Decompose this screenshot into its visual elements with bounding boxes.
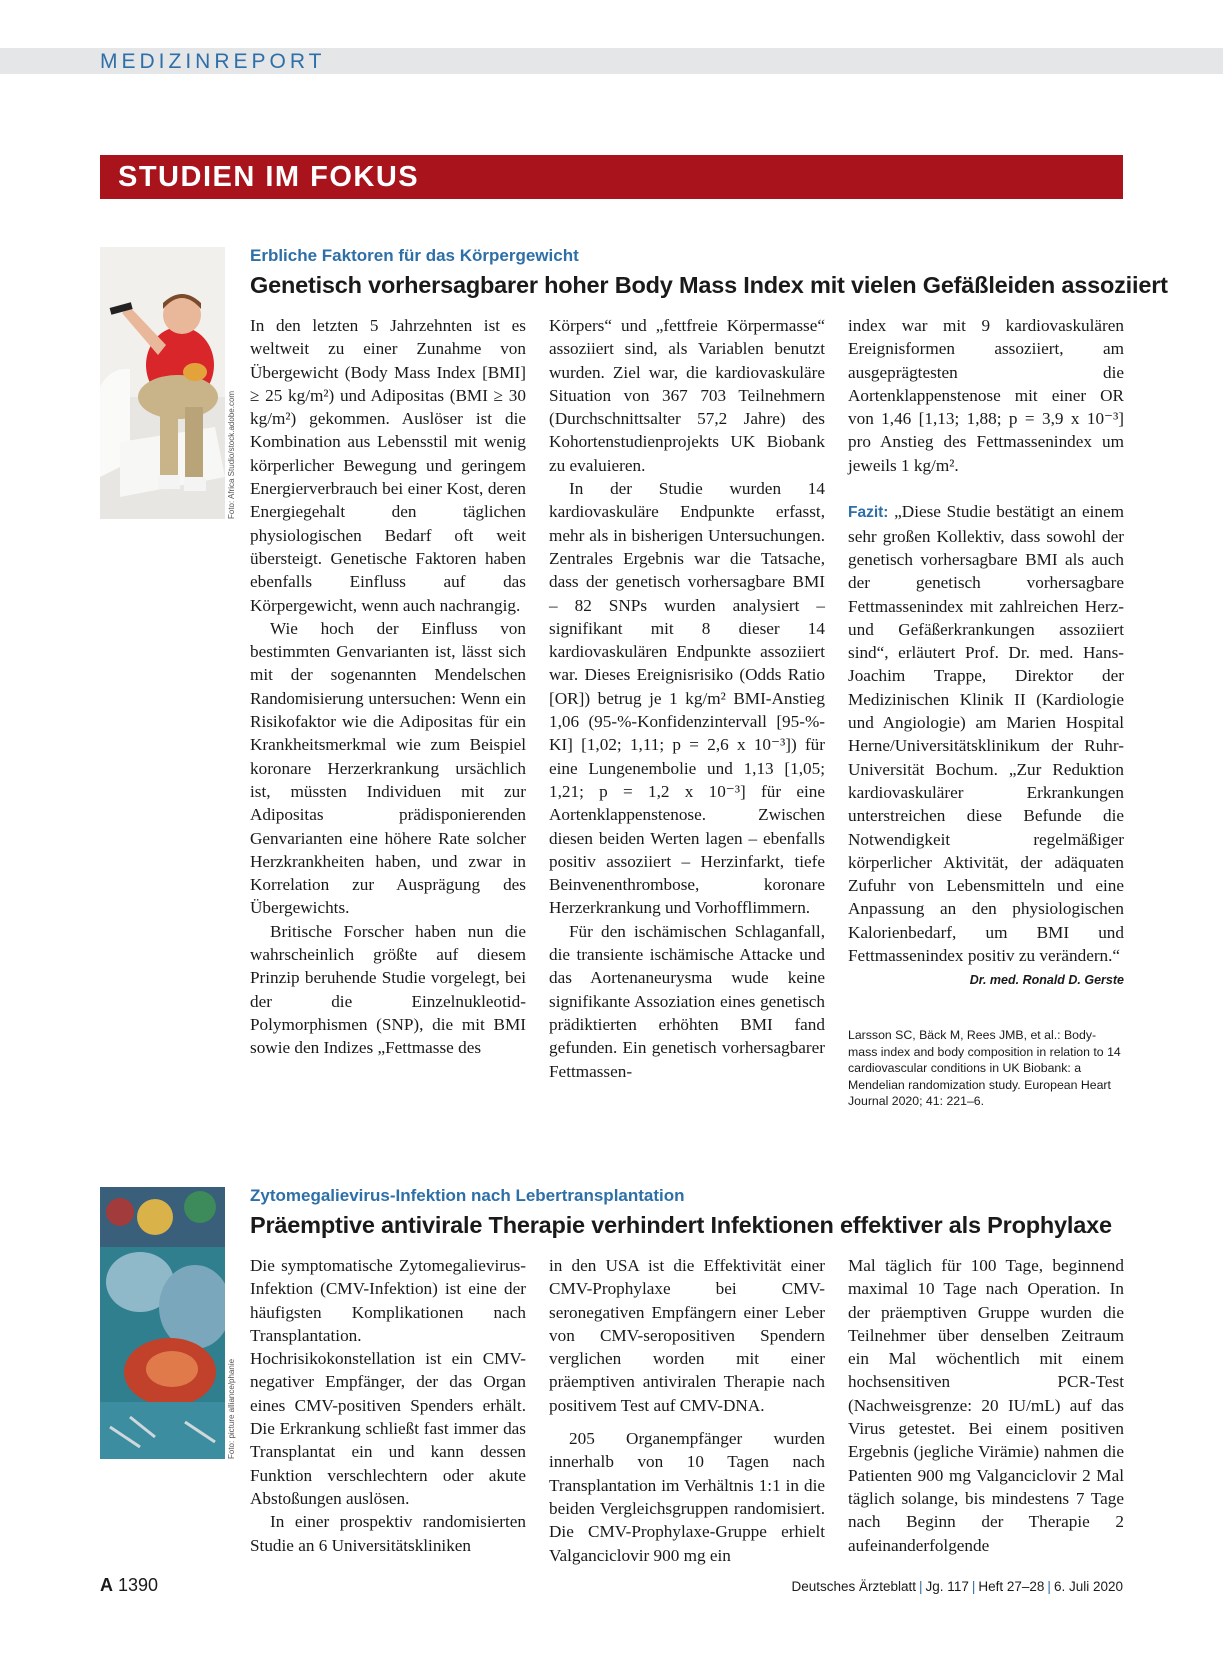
journal-volume: Jg. 117 — [925, 1579, 969, 1594]
journal-name: Deutsches Ärzteblatt — [791, 1579, 917, 1594]
page-number — [100, 1575, 158, 1596]
article2-kicker: Zytomegalievirus-Infektion nach Lebertransplantation — [250, 1186, 685, 1205]
paragraph: in den USA ist die Effektivität einer CMV-Prophylaxe bei CMV-seronegativen Empfängern einer Leber von CMV-seropositiven Spendern verglichen worden mit einer präemptiven antiviralen Therapie nach positivem Test auf CMV-DNA. — [549, 1256, 825, 1415]
article1-reference: Larsson SC, Bäck M, Rees JMB, et al.: Body-mass index and body composition in relation to 14 cardiovascular conditions in UK Biobank: a Mendelian randomization study. European Heart Journal 2020; 41: 221–6. — [848, 1028, 1121, 1108]
article2-column-2 — [549, 1254, 825, 1567]
paragraph: Wie hoch der Einfluss von bestimmten Genvarianten ist, lässt sich mit der sogenannten Mendelschen Randomisierung untersuchen: Wenn ein Risikofaktor wie die Adipositas für ein Krankheitsmerkmal wie zum Beispiel koronare Herzerkrankung ursächlich ist, müssten Individuen mit zur Adipositas prädisponierenden Genvarianten eine höhere Rate solcher Herzkrankheiten haben, und zwar in Korrelation zur Ausprägung des Übergewichts. — [250, 618, 526, 918]
article2-headline: Präemptive antivirale Therapie verhindert Infektionen effektiver als Prophylaxe — [250, 1212, 1112, 1238]
paragraph: Mal täglich für 100 Tage, beginnend maximal 10 Tage nach Operation. In der präemptiven Gruppe wurden die Teilnehmer über denselben Zeitraum ein Mal wöchentlich mit einem hochsensitiven PCR-Test (Nachweisgrenze: 20 IU/mL) auf das Virus getestet. Bei einem positiven Ergebnis (jegliche Virämie) nahmen die Patienten 900 mg Valganciclovir 2 Mal täglich solange, bis mindestens 7 Tage nach Beginn der Therapie 2 aufeinanderfolgende — [848, 1256, 1124, 1555]
fazit-paragraph — [848, 500, 1124, 988]
article1-kicker: Erbliche Faktoren für das Körpergewicht — [250, 246, 579, 265]
paragraph: Körpers“ und „fettfreie Körpermasse“ assoziiert sind, als Variablen benutzt wurden. Ziel war, die kardiovaskuläre Situation von 367 703 Teilnehmern (Durchschnittsalter 57,2 Jahre) des Kohortenstudienprojekts UK Biobank zu evaluieren. — [549, 316, 825, 475]
journal-date: 6. Juli 2020 — [1053, 1579, 1123, 1594]
paragraph: index war mit 9 kardiovaskulären Ereignisformen assoziiert, am ausgeprägtesten die Aortenklappenstenose mit einer OR von 1,46 [1,13; 1,88; p = 3,9 x 10⁻³] pro Anstieg des Fettmassenindex um jeweils 1 kg/m². — [848, 316, 1124, 475]
article1-headline: Genetisch vorhersagbarer hoher Body Mass Index mit vielen Gefäßleiden assoziiert — [250, 272, 1168, 298]
section-label: MEDIZINREPORT — [100, 50, 326, 73]
paragraph: In den letzten 5 Jahrzehnten ist es weltweit zu einer Zunahme von Übergewicht (Body Mass Index [BMI] ≥ 25 kg/m²) und Adipositas (BMI ≥ 30 kg/m²) gekommen. Auslöser ist die Kombination aus Lebensstil mit wenig körperlicher Bewegung und geringem Energierverbrauch bei einer Kost, deren Energiegehalt den täglichen physiologischen Bedarf oft weit übersteigt. Genetische Faktoren haben ebenfalls Einfluss auf das Körpergewicht, wenn auch nachrangig. — [250, 316, 526, 615]
paragraph: Britische Forscher haben nun die wahrscheinlich größte auf diesem Prinzip beruhende Studie vorgelegt, bei der die Einzelnukleotid-Polymorphismen (SNP), die mit BMI sowie den Indizes „Fettmasse des — [250, 921, 526, 1058]
page-prefix: A — [100, 1575, 113, 1595]
paragraph: In einer prospektiv randomisierten Studie an 6 Universitätskliniken — [250, 1512, 526, 1555]
page-number-value: 1390 — [118, 1575, 159, 1595]
article1-photo-credit: Foto: Africa Studio/stock.adobe.com — [227, 390, 236, 519]
article2-photo — [100, 1187, 225, 1459]
article1-column-2 — [549, 314, 825, 1083]
article1-photo — [100, 247, 225, 519]
journal-issue: Heft 27–28 — [978, 1579, 1045, 1594]
fazit-text: „Diese Studie bestätigt an einem sehr großen Kollektiv, dass sowohl der genetisch vorhersagbare BMI als auch der genetisch vorhersagbare Fettmassenindex mit zahlreichen Herz- und Gefäßerkrankungen assoziiert sind“, erläutert Prof. Dr. med. Hans-Joachim Trappe, Direktor der Medizinischen Klinik II (Kardiologie und Angiologie) am Marien Hospital Herne/Universitätsklinikum der Ruhr-Universität Bochum. „Zur Reduktion kardiovaskulärer Erkrankungen unterstreichen diese Befunde die Notwendigkeit regelmäßiger körperlicher Aktivität, der adäquaten Zufuhr von Lebensmitteln und eine Anpassung an den physiologischen Kalorienbedarf, um BMI und Fettmassenindex positiv zu verändern.“ — [848, 502, 1124, 966]
paragraph: Für den ischämischen Schlaganfall, die transiente ischämische Attacke und das Aortenaneurysma wude keine signifikante Assoziation eines genetisch prädiktierten erhöhten BMI fand gefunden. Ein genetisch vorhersagbarer Fettmassen- — [549, 921, 825, 1081]
paragraph: 205 Organempfänger wurden innerhalb von 10 Tagen nach Transplantation im Verhältnis 1:1 in die beiden Vergleichsgruppen randomisiert. Die CMV-Prophylaxe-Gruppe erhielt Valganciclovir 900 mg ein — [549, 1429, 825, 1565]
journal-footer: Deutsches Ärzteblatt | Jg. 117 | Heft 27–28 | 6. Juli 2020 — [791, 1579, 1123, 1594]
article1-column-1 — [250, 314, 526, 1060]
author-name: Dr. med. Ronald D. Gerste — [969, 973, 1124, 988]
article2-column-3 — [848, 1254, 1124, 1557]
paragraph: In der Studie wurden 14 kardiovaskuläre Endpunkte erfasst, mehr als in bisherigen Untersuchungen. Zentrales Ergebnis war die Tatsache, dass der genetisch vorhersagbare BMI – 82 SNPs wurden analysiert – signifikant mit 8 dieser 14 kardiovaskulären Endpunkte assoziiert war. Dieses Ereignisrisiko (Odds Ratio [OR]) betrug je 1 kg/m² BMI-Anstieg 1,06 (95-%-Konfidenzintervall [95-%-KI] [1,02; 1,11; p = 2,6 x 10⁻³]) für eine Lungenembolie und 1,13 [1,05; 1,21; p = 1,2 x 10⁻³] für eine Aortenklappenstenose. Zwischen diesen beiden Werten lagen – ebenfalls positiv assoziiert – Herzinfarkt, tiefe Beinvenenthrombose, koronare Herzerkrankung und Vorhofflimmern. — [549, 479, 825, 918]
article2-column-1 — [250, 1254, 526, 1557]
fazit-label: Fazit: — [848, 504, 889, 522]
paragraph: Die symptomatische Zytomegalievirus-Infektion (CMV-Infektion) ist eine der häufigsten Komplikationen nach Transplantation. Hochrisikokonstellation ist ein CMV-negativer Empfänger, der das Organ eines CMV-positiven Spenders erhält. Die Erkrankung schließt fast immer das Transplantat ein und kann dessen Funktion verschlechtern oder akute Abstoßungen auslösen. — [250, 1256, 526, 1508]
article2-photo-credit: Foto: picture alliance/phanie — [227, 1358, 236, 1459]
section-banner — [100, 155, 1123, 199]
banner-title: STUDIEN IM FOKUS — [118, 161, 420, 193]
article1-column-3 — [848, 314, 1124, 993]
